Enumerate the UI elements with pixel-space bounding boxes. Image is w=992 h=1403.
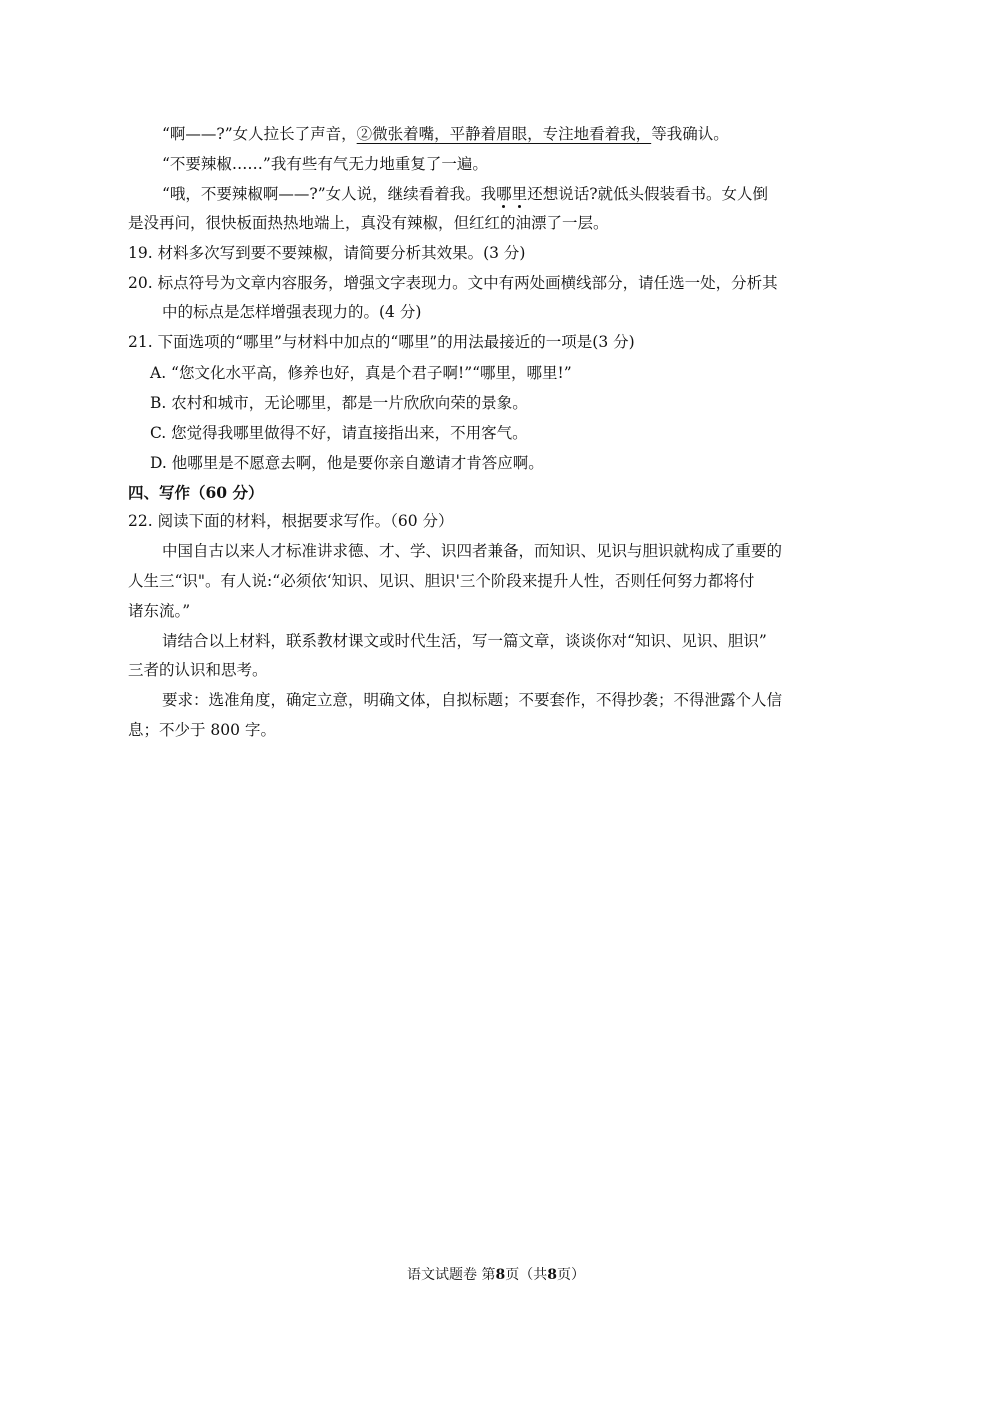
total-pages: 8: [547, 1267, 557, 1283]
requirements-line-2: 息；不少于 800 字。: [128, 721, 276, 739]
option-a: A. “您文化水平高，修养也好，真是个君子啊!”“哪里，哪里!”: [150, 364, 572, 382]
option-b: B. 农村和城市，无论哪里，都是一片欣欣向荣的景象。: [150, 394, 528, 412]
page-footer: 语文试题卷 第8页（共8页）: [407, 1267, 585, 1283]
passage-line-1: [162, 124, 729, 144]
option-c: C. 您觉得我哪里做得不好，请直接指出来，不用客气。: [150, 424, 528, 442]
option-d: D. 他哪里是不愿意去啊，他是要你亲自邀请才肯答应啊。: [150, 454, 544, 472]
question-20-line-1: 20. 标点符号为文章内容服务，增强文字表现力。文中有两处画横线部分，请任选一处，分析其: [128, 274, 778, 292]
passage-text: 等我确认。: [651, 125, 729, 143]
material-line-1: 中国自古以来人才标准讲求德、才、学、识四者兼备，而知识、见识与胆识就构成了重要的: [162, 542, 783, 560]
question-22-stem: 22. 阅读下面的材料，根据要求写作。（60 分）: [128, 512, 454, 530]
material-line-2: 人生三“识"。有人说:“必须依‘知识、见识、胆识'三个阶段来提升人性，否则任何努力都将付: [128, 572, 755, 590]
page-number: 8: [495, 1267, 506, 1283]
question-21-stem: 21. 下面选项的“哪里”与材料中加点的“哪里”的用法最接近的一项是(3 分): [128, 333, 635, 351]
section-heading: 四、写作（60 分）: [128, 483, 264, 502]
question-19: 19. 材料多次写到要不要辣椒，请简要分析其效果。(3 分): [128, 244, 526, 262]
passage-line-3: [162, 184, 768, 204]
question-20-line-2: 中的标点是怎样增强表现力的。(4 分): [162, 303, 422, 321]
passage-text: “哦，不要辣椒啊——?”女人说，继续看着我。我: [162, 185, 497, 203]
dotted-char: 哪: [496, 185, 512, 203]
passage-line-2: “不要辣椒……”我有些有气无力地重复了一遍。: [162, 155, 488, 173]
passage-line-4: 是没再问，很快板面热热地端上，真没有辣椒，但红红的油漂了一层。: [128, 214, 609, 232]
dotted-char: 里: [511, 185, 528, 203]
prompt-line-2: 三者的认识和思考。: [128, 661, 268, 679]
passage-text: 还想说话?就低头假装看书。女人倒: [527, 185, 769, 203]
prompt-line-1: 请结合以上材料，联系教材课文或时代生活，写一篇文章，谈谈你对“知识、见识、胆识”: [162, 632, 767, 650]
material-line-3: 诸东流。”: [128, 602, 191, 620]
requirements-line-1: 要求：选准角度，确定立意，明确文体，自拟标题；不要套作，不得抄袭；不得泄露个人信: [162, 691, 783, 709]
underlined-phrase: ②微张着嘴，平静着眉眼，专注地看着我，: [356, 125, 652, 143]
passage-text: “啊——?”女人拉长了声音，: [162, 125, 357, 143]
